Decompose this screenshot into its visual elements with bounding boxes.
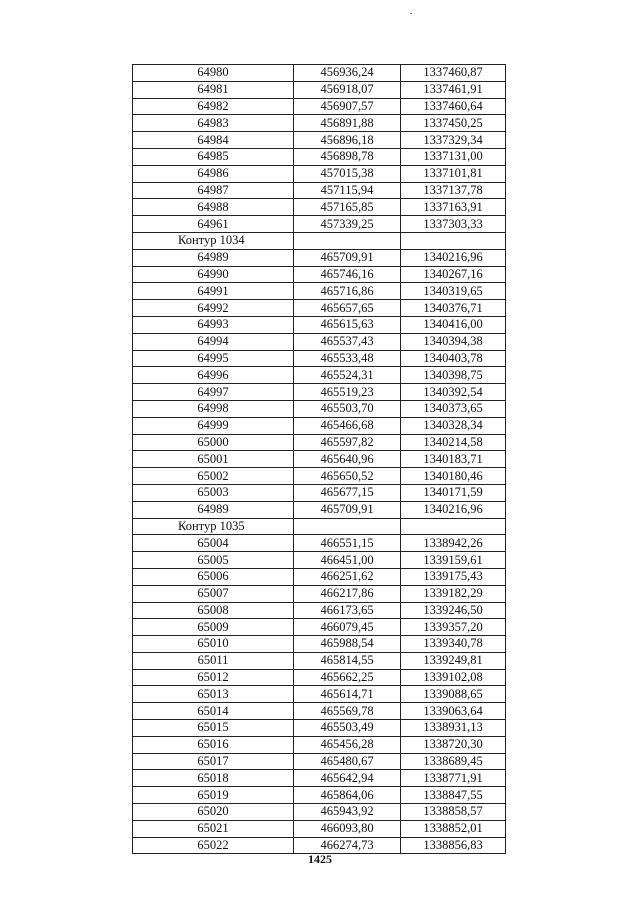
x-coordinate-cell: 457115,94 — [294, 182, 401, 199]
x-coordinate-cell: 456898,78 — [294, 148, 401, 165]
table-row — [133, 501, 506, 518]
y-coordinate-cell: 1339182,29 — [401, 585, 506, 602]
x-coordinate-cell: 466551,15 — [294, 535, 401, 552]
x-coordinate-cell: 456891,88 — [294, 115, 401, 132]
point-id-cell: 64999 — [133, 417, 294, 434]
point-id-cell: 65004 — [133, 535, 294, 552]
x-coordinate-cell: 465943,92 — [294, 804, 401, 821]
y-coordinate-cell: 1337137,78 — [401, 182, 506, 199]
table-row — [133, 636, 506, 653]
y-coordinate-cell: 1340319,65 — [401, 283, 506, 300]
table-row — [133, 400, 506, 417]
point-id-cell: 65009 — [133, 619, 294, 636]
point-id-cell: 64980 — [133, 65, 294, 82]
point-id-cell: 65022 — [133, 837, 294, 854]
point-id-cell: 65015 — [133, 720, 294, 737]
table-row — [133, 384, 506, 401]
point-id-cell: 64992 — [133, 300, 294, 317]
x-coordinate-cell: 465662,25 — [294, 669, 401, 686]
x-coordinate-cell: 465677,15 — [294, 484, 401, 501]
point-id-cell: 64998 — [133, 400, 294, 417]
x-coordinate-cell: 465569,78 — [294, 703, 401, 720]
x-coordinate-cell: 465614,71 — [294, 686, 401, 703]
x-coordinate-cell: 465466,68 — [294, 417, 401, 434]
x-coordinate-cell: 465519,23 — [294, 384, 401, 401]
x-coordinate-cell: 456918,07 — [294, 81, 401, 98]
x-coordinate-cell: 466093,80 — [294, 820, 401, 837]
point-id-cell: 64994 — [133, 333, 294, 350]
x-coordinate-cell: 465524,31 — [294, 367, 401, 384]
table-row — [133, 115, 506, 132]
point-id-cell: 64988 — [133, 199, 294, 216]
point-id-cell: 65011 — [133, 652, 294, 669]
x-coordinate-cell: 457165,85 — [294, 199, 401, 216]
table-row — [133, 283, 506, 300]
table-row — [133, 602, 506, 619]
point-id-cell: 64993 — [133, 316, 294, 333]
coordinates-table — [132, 64, 506, 854]
x-coordinate-cell: 466079,45 — [294, 619, 401, 636]
table-row — [133, 753, 506, 770]
y-coordinate-cell: 1337460,87 — [401, 65, 506, 82]
table-row — [133, 199, 506, 216]
y-coordinate-cell: 1340392,54 — [401, 384, 506, 401]
empty-cell — [294, 518, 401, 535]
table-row — [133, 484, 506, 501]
x-coordinate-cell: 465746,16 — [294, 266, 401, 283]
y-coordinate-cell: 1338689,45 — [401, 753, 506, 770]
table-row — [133, 820, 506, 837]
point-id-cell: 64983 — [133, 115, 294, 132]
table-row — [133, 451, 506, 468]
table-row — [133, 333, 506, 350]
table-row — [133, 249, 506, 266]
y-coordinate-cell: 1339063,64 — [401, 703, 506, 720]
scan-speck — [410, 13, 412, 14]
x-coordinate-cell: 456936,24 — [294, 65, 401, 82]
x-coordinate-cell: 465503,49 — [294, 720, 401, 737]
point-id-cell: 64997 — [133, 384, 294, 401]
table-row — [133, 535, 506, 552]
contour-label: Контур 1034 — [133, 232, 294, 249]
y-coordinate-cell: 1337450,25 — [401, 115, 506, 132]
point-id-cell: 64986 — [133, 165, 294, 182]
point-id-cell: 65019 — [133, 787, 294, 804]
y-coordinate-cell: 1339249,81 — [401, 652, 506, 669]
y-coordinate-cell: 1340216,96 — [401, 501, 506, 518]
x-coordinate-cell: 456896,18 — [294, 132, 401, 149]
x-coordinate-cell: 466451,00 — [294, 552, 401, 569]
y-coordinate-cell: 1340183,71 — [401, 451, 506, 468]
y-coordinate-cell: 1338931,13 — [401, 720, 506, 737]
coordinates-table-body — [133, 65, 506, 854]
y-coordinate-cell: 1338856,83 — [401, 837, 506, 854]
contour-label: Контур 1035 — [133, 518, 294, 535]
y-coordinate-cell: 1340216,96 — [401, 249, 506, 266]
table-row — [133, 266, 506, 283]
x-coordinate-cell: 465864,06 — [294, 787, 401, 804]
table-row — [133, 720, 506, 737]
point-id-cell: 65017 — [133, 753, 294, 770]
contour-header-row — [133, 232, 506, 249]
x-coordinate-cell: 466217,86 — [294, 585, 401, 602]
table-row — [133, 132, 506, 149]
y-coordinate-cell: 1340403,78 — [401, 350, 506, 367]
point-id-cell: 64991 — [133, 283, 294, 300]
y-coordinate-cell: 1338852,01 — [401, 820, 506, 837]
point-id-cell: 64981 — [133, 81, 294, 98]
contour-header-row — [133, 518, 506, 535]
y-coordinate-cell: 1337101,81 — [401, 165, 506, 182]
x-coordinate-cell: 465657,65 — [294, 300, 401, 317]
table-row — [133, 686, 506, 703]
x-coordinate-cell: 466173,65 — [294, 602, 401, 619]
table-row — [133, 703, 506, 720]
table-row — [133, 367, 506, 384]
table-row — [133, 165, 506, 182]
x-coordinate-cell: 465503,70 — [294, 400, 401, 417]
table-row — [133, 434, 506, 451]
y-coordinate-cell: 1337461,91 — [401, 81, 506, 98]
y-coordinate-cell: 1340394,38 — [401, 333, 506, 350]
table-row — [133, 652, 506, 669]
y-coordinate-cell: 1337131,00 — [401, 148, 506, 165]
x-coordinate-cell: 465480,67 — [294, 753, 401, 770]
point-id-cell: 65016 — [133, 736, 294, 753]
x-coordinate-cell: 465988,54 — [294, 636, 401, 653]
x-coordinate-cell: 466274,73 — [294, 837, 401, 854]
y-coordinate-cell: 1338720,30 — [401, 736, 506, 753]
y-coordinate-cell: 1340398,75 — [401, 367, 506, 384]
table-row — [133, 316, 506, 333]
table-row — [133, 804, 506, 821]
y-coordinate-cell: 1340376,71 — [401, 300, 506, 317]
y-coordinate-cell: 1338858,57 — [401, 804, 506, 821]
y-coordinate-cell: 1338847,55 — [401, 787, 506, 804]
x-coordinate-cell: 465456,28 — [294, 736, 401, 753]
table-row — [133, 468, 506, 485]
y-coordinate-cell: 1340171,59 — [401, 484, 506, 501]
x-coordinate-cell: 465814,55 — [294, 652, 401, 669]
point-id-cell: 65008 — [133, 602, 294, 619]
table-row — [133, 148, 506, 165]
x-coordinate-cell: 465716,86 — [294, 283, 401, 300]
point-id-cell: 65005 — [133, 552, 294, 569]
y-coordinate-cell: 1339102,08 — [401, 669, 506, 686]
table-row — [133, 736, 506, 753]
x-coordinate-cell: 465709,91 — [294, 249, 401, 266]
point-id-cell: 65001 — [133, 451, 294, 468]
x-coordinate-cell: 465642,94 — [294, 770, 401, 787]
x-coordinate-cell: 466251,62 — [294, 568, 401, 585]
y-coordinate-cell: 1340373,65 — [401, 400, 506, 417]
y-coordinate-cell: 1340180,46 — [401, 468, 506, 485]
x-coordinate-cell: 465640,96 — [294, 451, 401, 468]
table-row — [133, 300, 506, 317]
empty-cell — [294, 232, 401, 249]
table-row — [133, 770, 506, 787]
point-id-cell: 65018 — [133, 770, 294, 787]
point-id-cell: 64989 — [133, 501, 294, 518]
point-id-cell: 64961 — [133, 216, 294, 233]
page-number: 1425 — [308, 852, 332, 866]
x-coordinate-cell: 457339,25 — [294, 216, 401, 233]
table-row — [133, 417, 506, 434]
table-row — [133, 98, 506, 115]
y-coordinate-cell: 1340328,34 — [401, 417, 506, 434]
y-coordinate-cell: 1339357,20 — [401, 619, 506, 636]
y-coordinate-cell: 1337329,34 — [401, 132, 506, 149]
point-id-cell: 64985 — [133, 148, 294, 165]
point-id-cell: 64984 — [133, 132, 294, 149]
point-id-cell: 64996 — [133, 367, 294, 384]
point-id-cell: 65002 — [133, 468, 294, 485]
y-coordinate-cell: 1339159,61 — [401, 552, 506, 569]
point-id-cell: 65000 — [133, 434, 294, 451]
y-coordinate-cell: 1339340,78 — [401, 636, 506, 653]
y-coordinate-cell: 1338771,91 — [401, 770, 506, 787]
point-id-cell: 65020 — [133, 804, 294, 821]
table-row — [133, 350, 506, 367]
point-id-cell: 65012 — [133, 669, 294, 686]
y-coordinate-cell: 1339175,43 — [401, 568, 506, 585]
x-coordinate-cell: 465615,63 — [294, 316, 401, 333]
point-id-cell: 65003 — [133, 484, 294, 501]
x-coordinate-cell: 465597,82 — [294, 434, 401, 451]
point-id-cell: 64990 — [133, 266, 294, 283]
y-coordinate-cell: 1337460,64 — [401, 98, 506, 115]
table-row — [133, 669, 506, 686]
y-coordinate-cell: 1340416,00 — [401, 316, 506, 333]
table-row — [133, 568, 506, 585]
y-coordinate-cell: 1339246,50 — [401, 602, 506, 619]
table-row — [133, 81, 506, 98]
point-id-cell: 65013 — [133, 686, 294, 703]
point-id-cell: 64987 — [133, 182, 294, 199]
table-row — [133, 216, 506, 233]
table-row — [133, 585, 506, 602]
point-id-cell: 65010 — [133, 636, 294, 653]
x-coordinate-cell: 465537,43 — [294, 333, 401, 350]
empty-cell — [401, 232, 506, 249]
x-coordinate-cell: 465533,48 — [294, 350, 401, 367]
x-coordinate-cell: 465709,91 — [294, 501, 401, 518]
point-id-cell: 65014 — [133, 703, 294, 720]
y-coordinate-cell: 1338942,26 — [401, 535, 506, 552]
y-coordinate-cell: 1340214,58 — [401, 434, 506, 451]
x-coordinate-cell: 456907,57 — [294, 98, 401, 115]
table-row — [133, 552, 506, 569]
point-id-cell: 64995 — [133, 350, 294, 367]
empty-cell — [401, 518, 506, 535]
table-row — [133, 65, 506, 82]
point-id-cell: 65021 — [133, 820, 294, 837]
point-id-cell: 64989 — [133, 249, 294, 266]
y-coordinate-cell: 1340267,16 — [401, 266, 506, 283]
x-coordinate-cell: 457015,38 — [294, 165, 401, 182]
y-coordinate-cell: 1339088,65 — [401, 686, 506, 703]
table-row — [133, 619, 506, 636]
x-coordinate-cell: 465650,52 — [294, 468, 401, 485]
point-id-cell: 64982 — [133, 98, 294, 115]
y-coordinate-cell: 1337303,33 — [401, 216, 506, 233]
y-coordinate-cell: 1337163,91 — [401, 199, 506, 216]
point-id-cell: 65007 — [133, 585, 294, 602]
table-row — [133, 182, 506, 199]
table-row — [133, 787, 506, 804]
point-id-cell: 65006 — [133, 568, 294, 585]
